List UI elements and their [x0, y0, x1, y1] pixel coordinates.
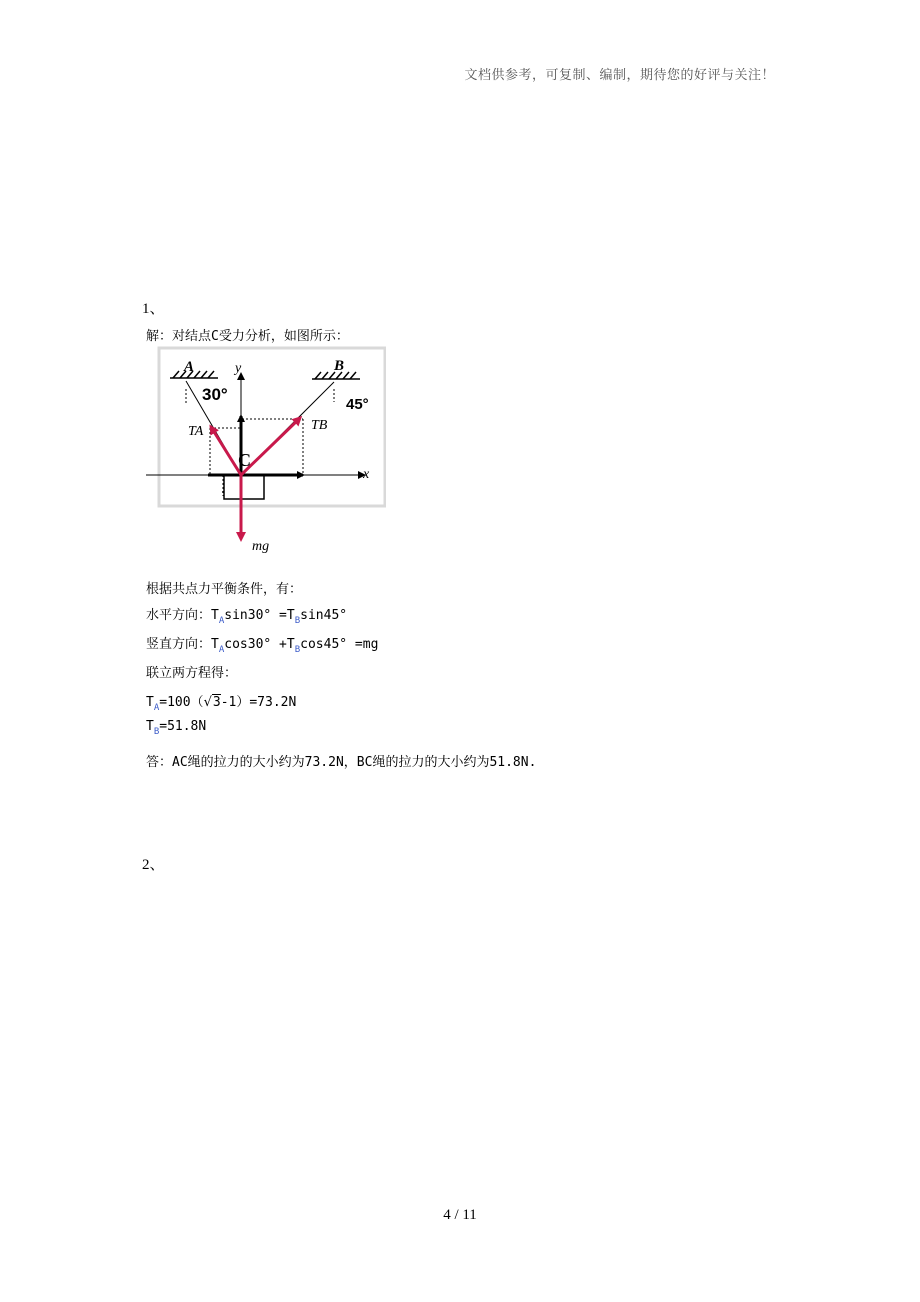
label-angle-30: 30°: [202, 385, 228, 404]
label-b: B: [334, 358, 345, 374]
equation-horizontal: 水平方向：$T_A\sin 30^\circ =T_B\sin 45^\circ$: [146, 608, 348, 626]
question-number-1: 1、: [142, 301, 165, 317]
label-angle-45: 45°: [346, 396, 369, 413]
label-mg: mg: [252, 539, 270, 554]
solution-answer: 答：AC绳的拉力的大小约为73.2N，BC绳的拉力的大小约为51.8N.: [146, 755, 537, 770]
solution-intro: 解：对结点C受力分析，如图所示：: [146, 329, 349, 344]
equation-vertical: 竖直方向：$T_A\cos 30^\circ +T_B\cos 45^\circ =mg$: [146, 637, 379, 655]
label-tb: TB: [311, 418, 328, 433]
header-note: 文档供参考，可复制、编制，期待您的好评与关注！: [464, 68, 775, 83]
hanging-block: [224, 475, 264, 499]
result-tb: $T_B=51.8N$: [146, 719, 207, 737]
question-number-2: 2、: [142, 857, 165, 873]
label-c: C: [238, 450, 251, 470]
page-number: 4 / 11: [443, 1207, 477, 1223]
solution-condition: 根据共点力平衡条件，有：: [146, 582, 303, 597]
force-diagram: [146, 344, 386, 554]
sqrt-icon: √: [203, 695, 212, 710]
label-y: y: [235, 361, 242, 376]
tension-ta-arrow: [211, 427, 241, 475]
label-ta: TA: [188, 424, 204, 439]
solution-combine: 联立两方程得：: [146, 666, 238, 681]
result-ta: $T_A=100(√3-1)=73.2N$: [146, 695, 297, 713]
label-x: x: [363, 467, 370, 482]
label-a: A: [184, 359, 195, 375]
